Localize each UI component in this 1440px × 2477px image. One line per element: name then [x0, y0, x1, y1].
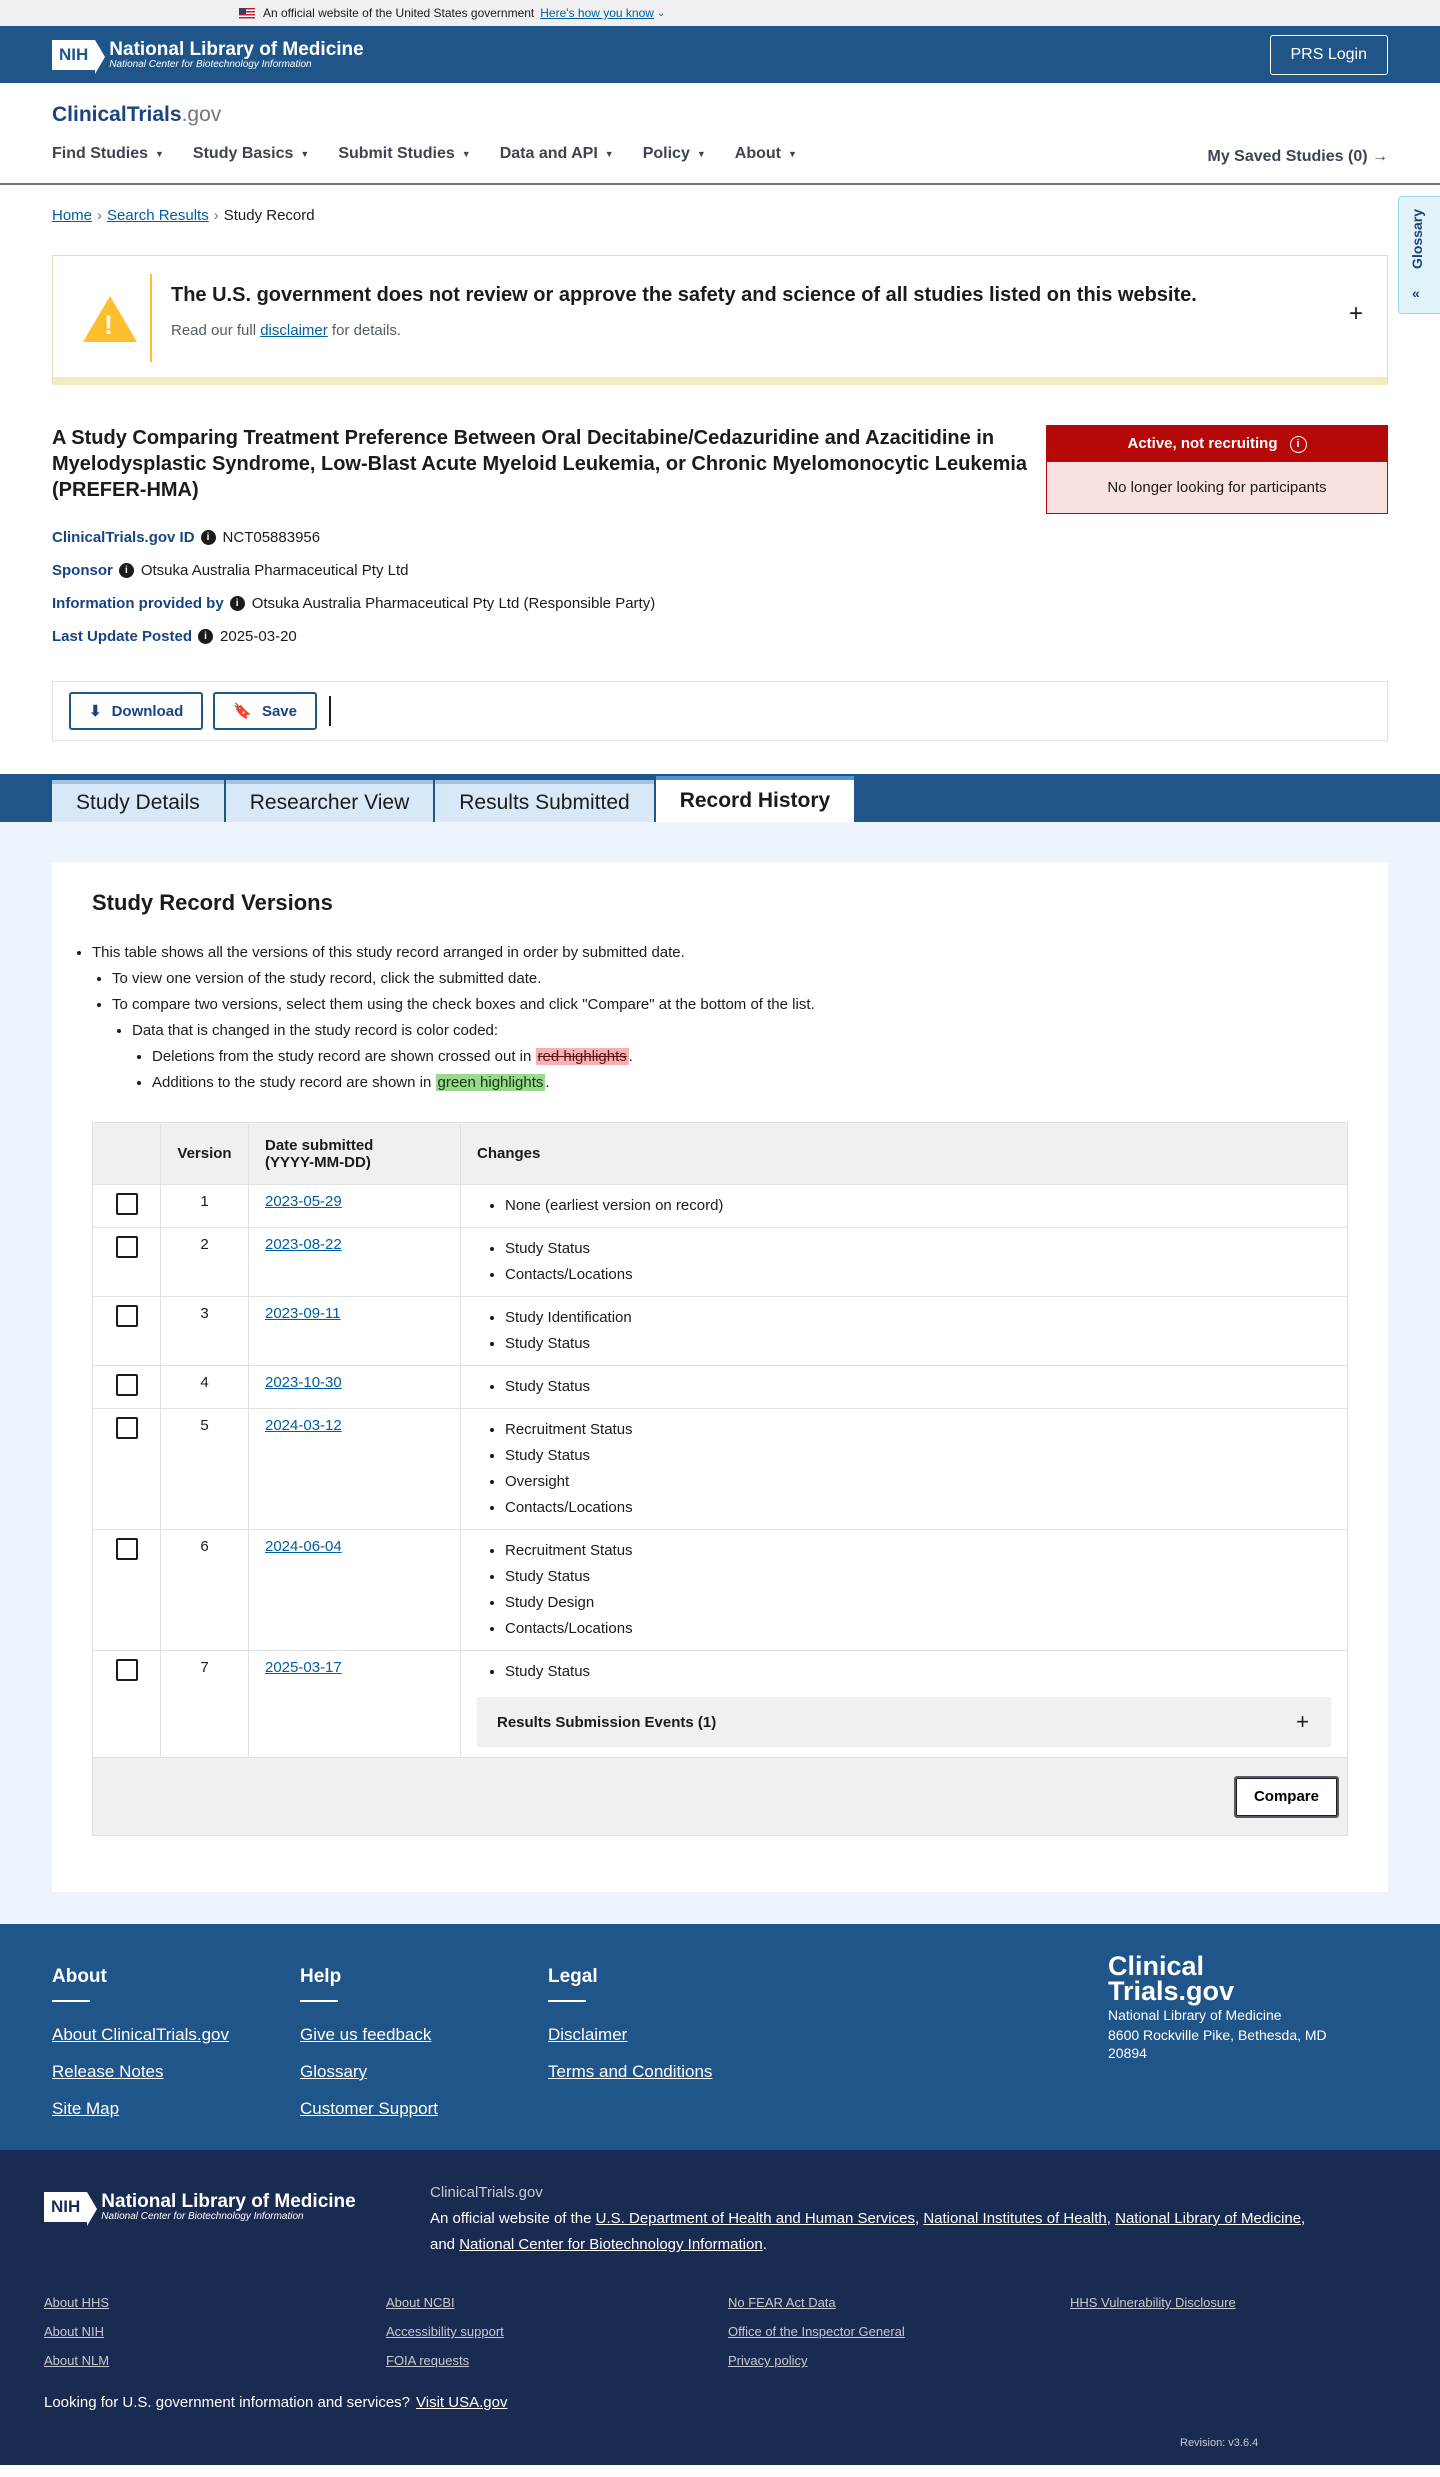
arrow-right-icon: →: [1372, 148, 1388, 165]
footer-gov: [0, 2150, 1440, 2465]
results-submission-events-accordion[interactable]: Results Submission Events (1) +: [477, 1697, 1331, 1747]
change-item: • Study Status: [505, 1374, 1331, 1400]
versions-table: [92, 1122, 1348, 1836]
download-button[interactable]: ⬇ Download: [69, 692, 203, 730]
footer-link[interactable]: About NCBI: [386, 2295, 455, 2310]
version-checkbox[interactable]: [116, 1236, 138, 1258]
breadcrumb: [0, 185, 1440, 245]
footer-gov-links: [44, 2292, 1412, 2371]
version-date-link[interactable]: 2024-03-12: [265, 1417, 342, 1434]
chevron-down-icon: ▼: [300, 149, 310, 159]
versions-heading: Study Record Versions: [92, 890, 333, 915]
version-number: 5: [161, 1409, 249, 1530]
footer-link[interactable]: Privacy policy: [728, 2353, 808, 2368]
table-row: [93, 1185, 1348, 1228]
chevron-down-icon: ▼: [696, 149, 706, 159]
col-changes: Changes: [461, 1123, 1348, 1185]
table-row: [93, 1409, 1348, 1530]
footer-link[interactable]: Office of the Inspector General: [728, 2324, 905, 2339]
version-number: 1: [161, 1185, 249, 1228]
col-version: Version: [161, 1123, 249, 1185]
chevron-down-icon: ▼: [155, 149, 164, 159]
alert-text: Read our full disclaimer for details.: [171, 322, 402, 339]
footer-link[interactable]: Glossary: [300, 2062, 368, 2081]
change-item: • Oversight: [505, 1469, 1331, 1495]
footer-link[interactable]: Release Notes: [52, 2062, 164, 2081]
versions-notes: • This table shows all the versions of this study record arranged in order by submitted date. • To view one version of the study record, click the submitted date. • To compare two versions, select them using the check boxes and click "Compare" at the bottom of the list. • Data that is changed in the study record is color coded: • Deletions from the study record are shown crossed out in red highlights . • Additions to the study record are shown in green highlights .: [92, 940, 1348, 1096]
site-nav: [0, 83, 1440, 185]
footer-link[interactable]: Give us feedback: [300, 2025, 432, 2044]
breadcrumb-search-results[interactable]: Search Results: [107, 207, 209, 224]
menu-find-studies[interactable]: Find Studies ▼: [52, 145, 164, 162]
usa-gov-link[interactable]: Visit USA.gov: [416, 2394, 508, 2411]
tab-record-history[interactable]: Record History: [656, 776, 855, 822]
status-subtext: No longer looking for participants: [1046, 462, 1388, 514]
version-number: 3: [161, 1297, 249, 1366]
chevron-right-icon: ›: [97, 207, 103, 224]
clinicaltrials-logo[interactable]: ClinicalTrials.gov: [52, 103, 222, 126]
table-row: [93, 1530, 1348, 1651]
ncbi-subtitle: National Center for Biotechnology Information: [109, 58, 312, 70]
nlm-title: National Library of Medicine: [109, 38, 364, 60]
save-button[interactable]: 🔖 Save: [213, 692, 317, 730]
info-icon[interactable]: i: [201, 530, 216, 545]
tab-researcher-view[interactable]: Researcher View: [226, 780, 434, 822]
chevron-down-icon: ▼: [787, 149, 797, 159]
version-checkbox[interactable]: [116, 1538, 138, 1560]
version-checkbox[interactable]: [116, 1305, 138, 1327]
table-row: [93, 1228, 1348, 1297]
meta-last-update: Last Update Posted i 2025-03-20: [52, 628, 297, 645]
change-item: • None (earliest version on record): [505, 1193, 1331, 1219]
version-number: 4: [161, 1366, 249, 1409]
footer-about: About About ClinicalTrials.gov Release Notes Site Map: [52, 1966, 229, 2127]
nlm-logo[interactable]: [52, 40, 364, 70]
changes-list: [477, 1659, 1331, 1685]
chevron-down-icon: ▼: [604, 149, 614, 159]
footer-link[interactable]: Customer Support: [300, 2099, 438, 2118]
footer-link[interactable]: About ClinicalTrials.gov: [52, 2025, 229, 2044]
table-row: [93, 1651, 1348, 1758]
chevron-down-icon: ▼: [461, 149, 471, 159]
download-icon: ⬇: [89, 703, 102, 720]
footer-link[interactable]: Accessibility support: [386, 2324, 504, 2339]
footer-ct-logo[interactable]: Clinical Trials.gov National Library of Medicine 8600 Rockville Pike, Bethesda, MD 20894: [1108, 1951, 1327, 2061]
nih-header: [0, 26, 1440, 83]
version-date-link[interactable]: 2024-06-04: [265, 1538, 342, 1555]
double-chevron-left-icon: «: [1412, 285, 1420, 301]
disclaimer-alert: ! The U.S. government does not review or approve the safety and science of all studies listed on this website. Read our full disclaimer for details. +: [52, 255, 1388, 385]
menu-policy[interactable]: Policy ▼: [642, 145, 706, 162]
version-checkbox[interactable]: [116, 1659, 138, 1681]
version-checkbox[interactable]: [116, 1193, 138, 1215]
footer-help: Help Give us feedback Glossary Customer Support: [300, 1966, 438, 2127]
change-item: • Study Identification: [505, 1305, 1331, 1331]
chevron-right-icon: ›: [213, 207, 219, 224]
plus-icon: +: [1296, 1709, 1309, 1734]
compare-button[interactable]: Compare: [1234, 1776, 1339, 1818]
version-number: 2: [161, 1228, 249, 1297]
study-actions: [52, 681, 1388, 741]
changes-list: [477, 1417, 1331, 1521]
changes-list: [477, 1236, 1331, 1288]
version-number: 7: [161, 1651, 249, 1758]
footer-link[interactable]: FOIA requests: [386, 2353, 470, 2368]
footer-link[interactable]: About NLM: [44, 2353, 110, 2368]
usa-gov-line: Looking for U.S. government information and services? Visit USA.gov: [44, 2394, 508, 2411]
footer-link[interactable]: About HHS: [44, 2295, 110, 2310]
study-meta: [52, 529, 1388, 645]
glossary-label: Glossary: [1409, 209, 1425, 269]
changes-list: [477, 1538, 1331, 1642]
version-date-link[interactable]: 2023-05-29: [265, 1193, 342, 1210]
changes-list: [477, 1305, 1331, 1357]
expand-plus-icon[interactable]: +: [1348, 300, 1363, 327]
nlm-footer-logo[interactable]: NIH National Library of Medicine National Center for Biotechnology Information: [44, 2192, 356, 2222]
meta-nct-id: ClinicalTrials.gov ID i NCT05883956: [52, 529, 321, 546]
revision: Revision: v3.6.4: [1180, 2437, 1259, 2449]
breadcrumb-current: Study Record: [223, 207, 315, 224]
study-header: [0, 425, 1440, 645]
main-menu: [52, 145, 1388, 163]
version-date-link[interactable]: 2025-03-17: [265, 1659, 342, 1676]
footer-link[interactable]: No FEAR Act Data: [728, 2295, 836, 2310]
info-icon[interactable]: i: [1290, 436, 1307, 453]
heres-how-you-know-link[interactable]: Here's how you know: [540, 6, 654, 20]
change-item: • Study Status: [505, 1564, 1331, 1590]
info-icon[interactable]: i: [230, 596, 245, 611]
change-item: • Recruitment Status: [505, 1417, 1331, 1443]
versions-card: [52, 862, 1388, 1892]
table-row: [93, 1366, 1348, 1409]
glossary-tab[interactable]: [1398, 196, 1440, 314]
change-item: • Study Status: [505, 1443, 1331, 1469]
footer: [0, 1924, 1440, 2150]
change-item: • Contacts/Locations: [505, 1495, 1331, 1521]
ncbi-link[interactable]: National Center for Biotechnology Information: [459, 2236, 763, 2253]
tab-results-submitted[interactable]: Results Submitted: [435, 780, 653, 822]
record-history-panel: [0, 822, 1440, 1924]
version-date-link[interactable]: 2023-09-11: [265, 1305, 341, 1322]
change-item: • Study Status: [505, 1236, 1331, 1262]
info-icon[interactable]: i: [119, 563, 134, 578]
menu-about[interactable]: About ▼: [734, 145, 797, 162]
bookmark-icon: 🔖: [233, 703, 252, 720]
prs-login-button[interactable]: PRS Login: [1270, 35, 1389, 75]
footer-legal: Legal Disclaimer Terms and Conditions: [548, 1966, 712, 2090]
chevron-down-icon: ⌄: [656, 7, 666, 19]
gov-banner-text: An official website of the United States government: [263, 6, 535, 20]
info-icon[interactable]: i: [198, 629, 213, 644]
study-tabs: [0, 774, 1440, 822]
change-item: • Contacts/Locations: [505, 1616, 1331, 1642]
gov-banner: [0, 0, 1440, 26]
footer-official-text: ClinicalTrials.gov An official website of the U.S. Department of Health and Human Services, National Institutes of Health, National Library of Medicine, and National Center for Biotechnology Information.: [430, 2184, 1306, 2253]
menu-data-and-api[interactable]: Data and API ▼: [499, 145, 614, 162]
hhs-link[interactable]: U.S. Department of Health and Human Services: [595, 2210, 915, 2227]
footer-link[interactable]: Site Map: [52, 2099, 120, 2118]
alert-heading: The U.S. government does not review or approve the safety and science of all studies listed on this website.: [171, 284, 1197, 306]
nih-logo-mark: NIH: [44, 2192, 87, 2222]
my-saved-studies-link[interactable]: My Saved Studies (0) →: [1207, 148, 1388, 165]
version-date-link[interactable]: 2023-10-30: [265, 1374, 342, 1391]
footer-link[interactable]: Terms and Conditions: [548, 2062, 713, 2081]
meta-info-provided: Information provided by i Otsuka Australia Pharmaceutical Pty Ltd (Responsible Party): [52, 595, 656, 612]
version-number: 6: [161, 1530, 249, 1651]
version-checkbox[interactable]: [116, 1374, 138, 1396]
change-item: • Study Design: [505, 1590, 1331, 1616]
footer-link[interactable]: About NIH: [44, 2324, 104, 2339]
deletion-sample: red highlights: [537, 1048, 627, 1065]
change-item: • Study Status: [505, 1331, 1331, 1357]
table-row: [93, 1297, 1348, 1366]
meta-sponsor: Sponsor i Otsuka Australia Pharmaceutical Pty Ltd: [52, 562, 409, 579]
changes-list: [477, 1374, 1331, 1400]
change-item: • Study Status: [505, 1659, 1331, 1685]
menu-study-basics[interactable]: Study Basics ▼: [192, 145, 310, 162]
addition-sample: green highlights: [437, 1074, 544, 1091]
disclaimer-link[interactable]: disclaimer: [260, 322, 328, 339]
version-date-link[interactable]: 2023-08-22: [265, 1236, 342, 1253]
version-checkbox[interactable]: [116, 1417, 138, 1439]
breadcrumb-home[interactable]: Home: [52, 207, 93, 224]
change-item: • Contacts/Locations: [505, 1262, 1331, 1288]
nlm-link[interactable]: National Library of Medicine: [1115, 2210, 1302, 2227]
col-date: Date submitted (YYYY-MM-DD): [249, 1123, 461, 1185]
status-badge: Active, not recruiting: [1127, 435, 1278, 452]
nih-logo-mark: NIH: [52, 40, 95, 70]
menu-submit-studies[interactable]: Submit Studies ▼: [338, 145, 471, 162]
us-flag-icon: [239, 8, 255, 19]
footer-link[interactable]: HHS Vulnerability Disclosure: [1070, 2295, 1236, 2310]
nih-link[interactable]: National Institutes of Health: [923, 2210, 1107, 2227]
tab-study-details[interactable]: Study Details: [52, 780, 224, 822]
recruitment-status: [1046, 425, 1388, 514]
study-title: A Study Comparing Treatment Preference Between Oral Decitabine/Cedazuridine and Azacitidine in Myelodysplastic Syndrome, Low-Blast Acute Myeloid Leukemia, or Chronic Myelomonocytic Leukemia (PREFER-HMA): [52, 427, 1028, 501]
change-item: • Recruitment Status: [505, 1538, 1331, 1564]
changes-list: [477, 1193, 1331, 1219]
footer-link[interactable]: Disclaimer: [548, 2025, 628, 2044]
